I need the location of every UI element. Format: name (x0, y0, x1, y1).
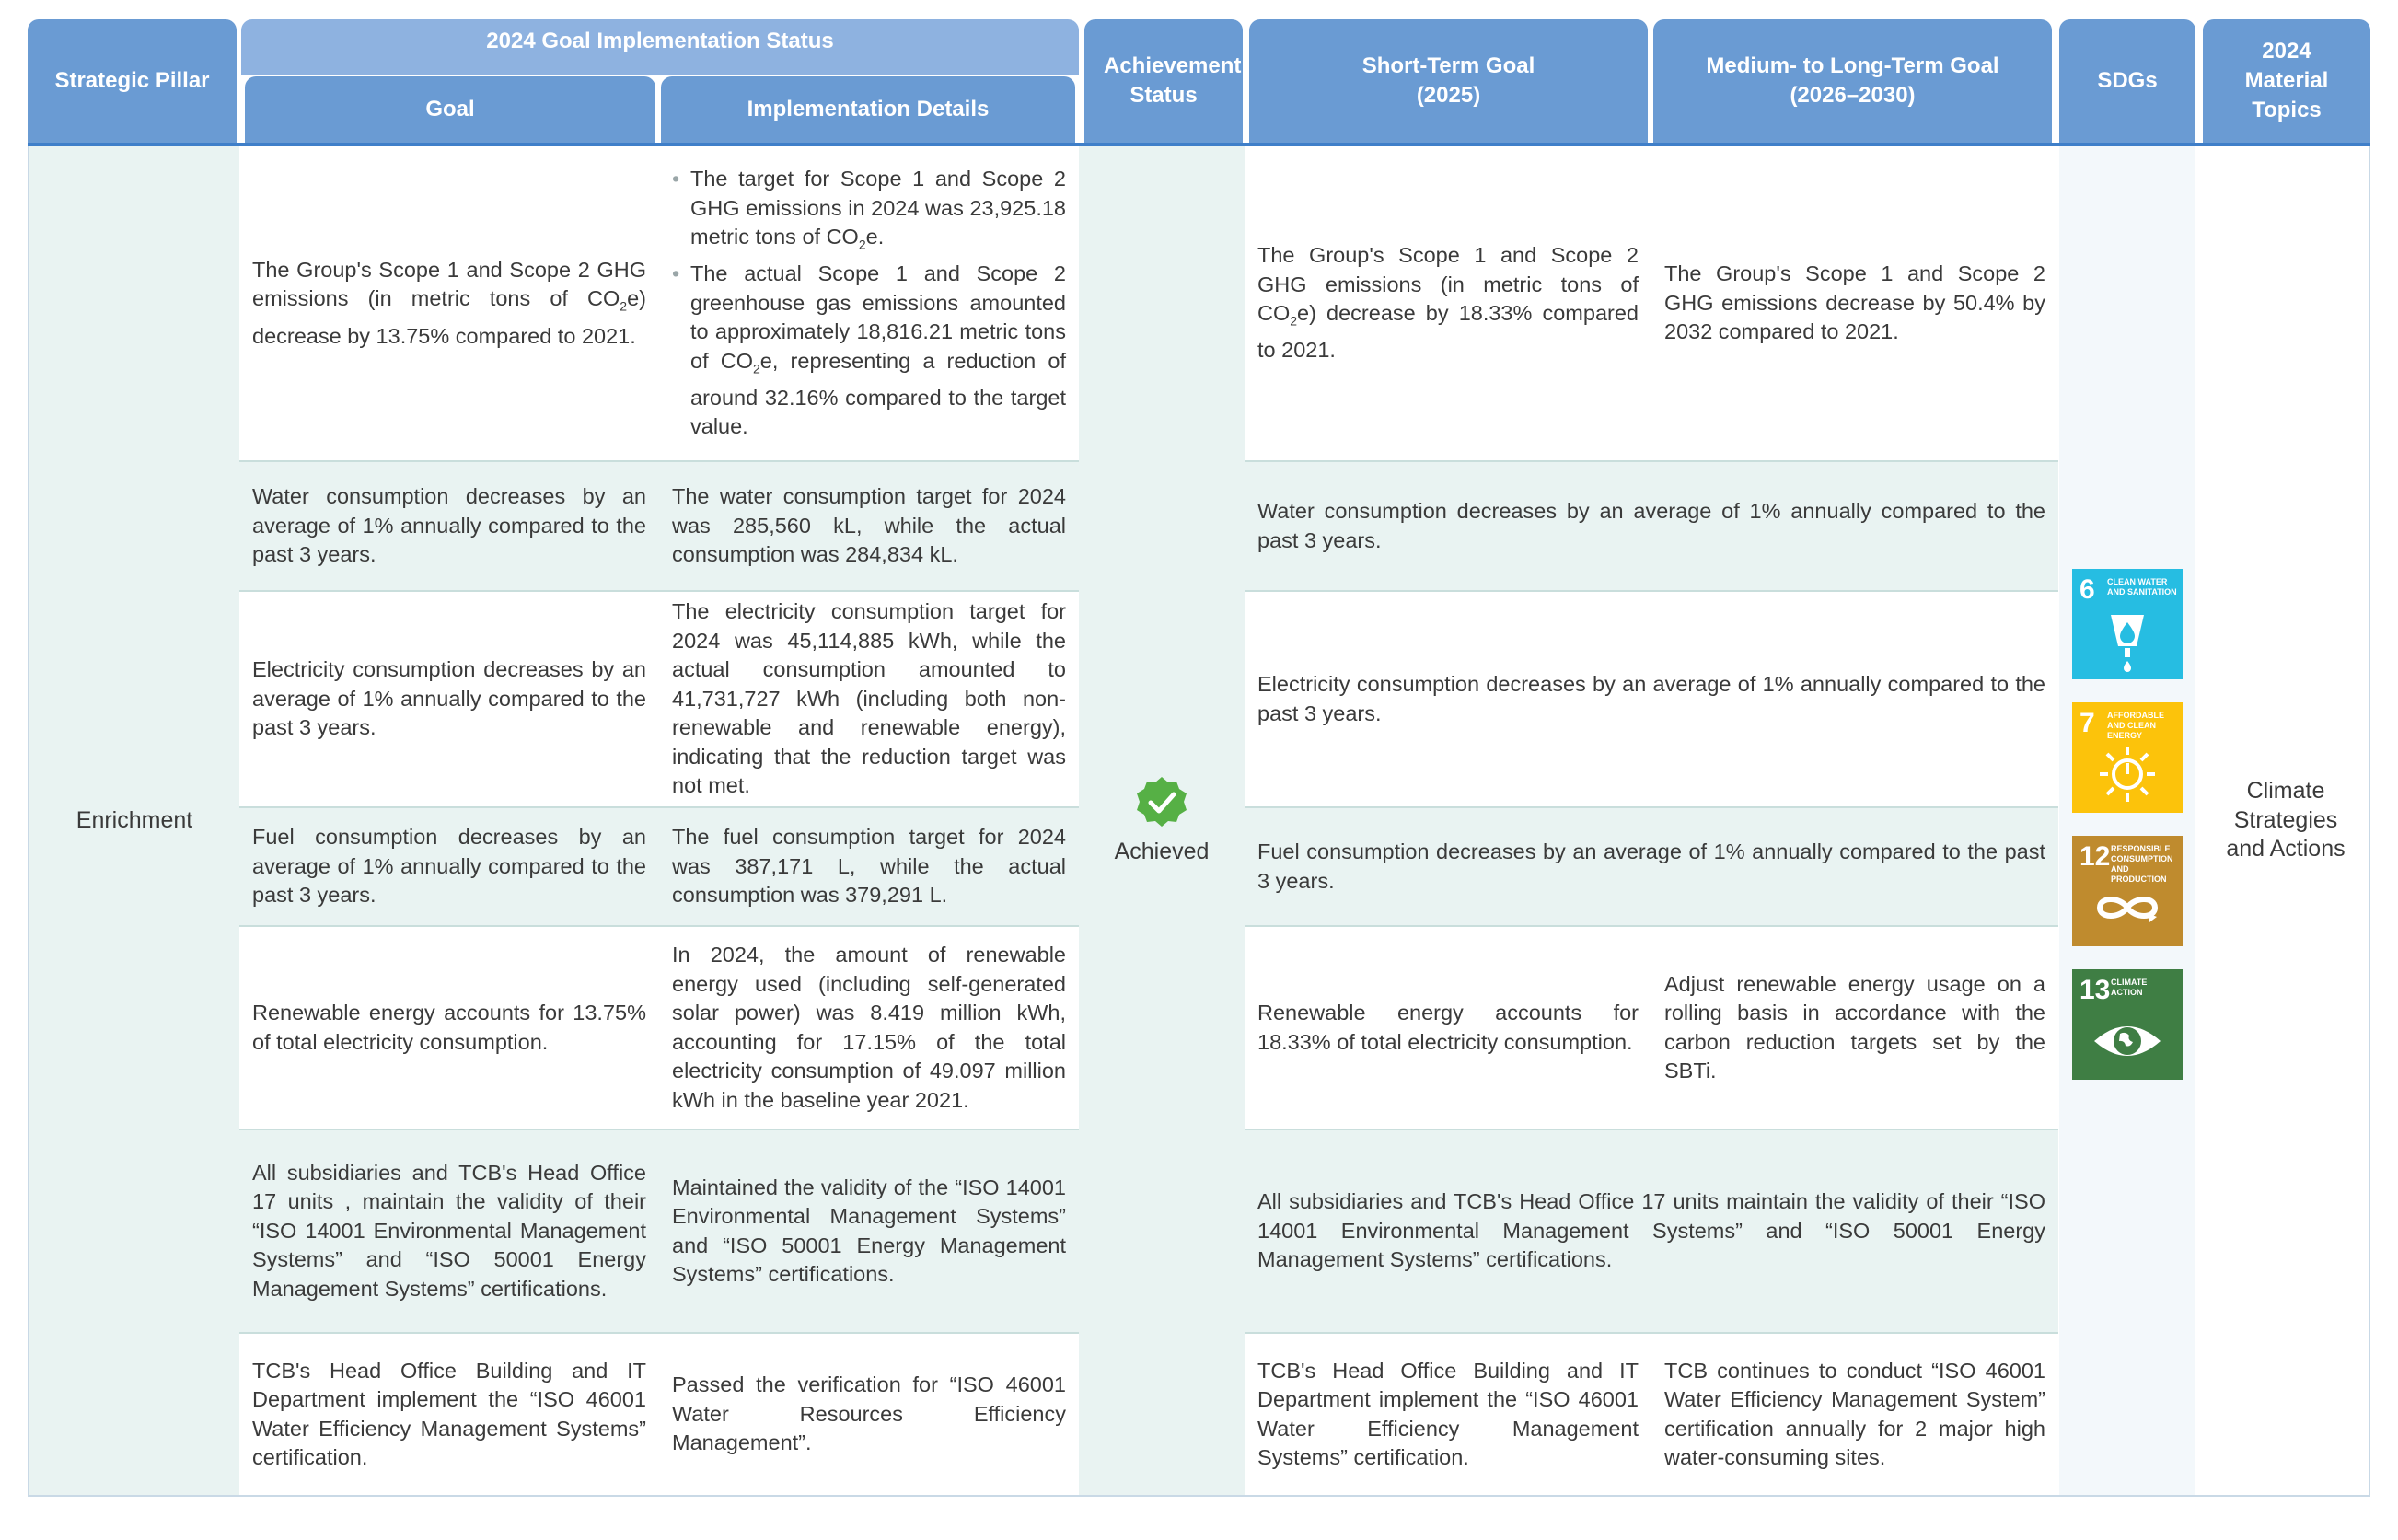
sdg-7-number: 7 (2079, 708, 2095, 738)
row7-medium-text: TCB continues to conduct “ISO 46001 Water Efficiency Management System” certification annually for 2 major high water-consuming sites. (1664, 1358, 2045, 1469)
header-achievement-label: Achievement Status (1104, 53, 1242, 108)
row2-goal-text: Water consumption decreases by an average of 1% annually compared to the past 3 years. (252, 484, 646, 567)
pillar-cell (29, 146, 239, 1495)
sdg-12-label: RESPONSIBLE CONSUMPTION AND PRODUCTION (2111, 844, 2173, 884)
sdg-7-tile (2072, 702, 2183, 813)
row1-short-part2: e) decrease by 18.33% compared to 2021. (1257, 301, 1639, 363)
row5-details-text: In 2024, the amount of renewable energy used (including self-generated solar power) was 8.419 million kWh, accounting for 17.15% of the total electricity consumption of 49.097 million kWh in the baseline year 2021. (672, 943, 1066, 1112)
sdg-6-label: CLEAN WATER AND SANITATION (2107, 577, 2177, 596)
row1-medium-text: The Group's Scope 1 and Scope 2 GHG emissions decrease by 50.4% by 2032 compared to 2021. (1664, 261, 2045, 344)
row5-goal (239, 927, 659, 1129)
row1-bullet2-part2: e, representing a reduction of around 32.16% compared to the target value. (690, 348, 1066, 439)
row1-bullet1-part1: The target for Scope 1 and Scope 2 GHG emissions in 2024 was 23,925.18 metric tons of CO (690, 167, 1066, 249)
material-topic-text: Climate Strategies and Actions (2226, 778, 2346, 863)
row3-goal-text: Electricity consumption decreases by an average of 1% annually compared to the past 3 years. (252, 657, 646, 740)
header-2024-status-label: 2024 Goal Implementation Status (486, 29, 834, 53)
sdg-12-tile (2072, 836, 2183, 946)
sun-power-icon (2091, 743, 2164, 807)
header-medium-years: (2026–2030) (1790, 83, 1916, 108)
row1-goal (239, 146, 659, 460)
row5-short-term (1245, 927, 1651, 1129)
header-material-topics (2203, 19, 2370, 143)
row5-details (659, 927, 1079, 1129)
goals-table (28, 19, 2370, 1497)
co2-subscript: 2 (1290, 313, 1298, 329)
sdg-7-label: AFFORDABLE AND CLEAN ENERGY (2107, 711, 2164, 740)
row4-details (659, 808, 1079, 925)
material-topic-cell (2203, 146, 2369, 1495)
row5-medium-term (1651, 927, 2058, 1129)
row7-goal (239, 1334, 659, 1495)
header-implementation-details (661, 76, 1075, 143)
header-strategic-pillar-label: Strategic Pillar (54, 68, 210, 93)
header-material-label: 2024 Material Topics (2244, 39, 2329, 122)
header-medium-label: Medium- to Long-Term Goal (1706, 53, 1999, 78)
row7-details-text: Passed the verification for “ISO 46001 Water Resources Efficiency Management”. (672, 1372, 1066, 1455)
header-short-term-goal (1249, 19, 1648, 143)
row4-details-text: The fuel consumption target for 2024 was 387,171 L, while the actual consumption was 379,291 L. (672, 825, 1066, 908)
row1-short-part1: The Group's Scope 1 and Scope 2 GHG emissions (in metric tons of CO (1257, 243, 1639, 326)
achievement-cell (1079, 146, 1245, 1495)
row6-goal-text: All subsidiaries and TCB's Head Office 17 units , maintain the validity of their “ISO 14001 Environmental Management Systems” and “ISO 50001 Energy Management Systems” certifications. (252, 1160, 646, 1301)
row2-future-text: Water consumption decreases by an average of 1% annually compared to the past 3 years. (1257, 499, 2045, 552)
row6-goal (239, 1130, 659, 1332)
sdg-column (2059, 146, 2195, 1495)
row7-short-term (1245, 1334, 1651, 1495)
header-sdgs-label: SDGs (2097, 68, 2158, 93)
row6-details (659, 1130, 1079, 1332)
row6-future-text: All subsidiaries and TCB's Head Office 17 units maintain the validity of their “ISO 14001 Environmental Management Systems” and “ISO 50001 Energy Management Systems” certifications. (1257, 1189, 2045, 1272)
header-achievement-status (1084, 19, 1243, 143)
row7-medium-term (1651, 1334, 2058, 1495)
header-short-term-year: (2025) (1416, 83, 1481, 108)
row2-future-goal (1245, 462, 2058, 590)
sdg-13-tile (2072, 969, 2183, 1080)
row3-details (659, 592, 1079, 806)
check-badge-icon (1135, 775, 1188, 828)
row3-details-text: The electricity consumption target for 2024 was 45,114,885 kWh, while the actual consumption amounted to 41,731,727 kWh (including both non-renewable and renewable energy), indicating that the reduction target was not met. (672, 599, 1066, 798)
header-2024-status-group (241, 19, 1079, 75)
row2-details-text: The water consumption target for 2024 was 285,560 kL, while the actual consumption was 284,834 kL. (672, 484, 1066, 567)
co2-subscript: 2 (620, 299, 628, 315)
row2-goal (239, 462, 659, 590)
infinity-loop-icon (2091, 876, 2164, 941)
row4-goal (239, 808, 659, 925)
row5-medium-text: Adjust renewable energy usage on a rolling basis in accordance with the carbon reduction targets set by the SBTi. (1664, 971, 2045, 1083)
row1-details-list (672, 165, 1066, 442)
row3-future-text: Electricity consumption decreases by an average of 1% annually compared to the past 3 years. (1257, 672, 2045, 725)
list-item (672, 260, 1066, 442)
row2-details (659, 462, 1079, 590)
row1-bullet1-part2: e. (865, 225, 885, 249)
row7-short-text: TCB's Head Office Building and IT Department implement the “ISO 46001 Water Efficiency Management Systems” certification. (1257, 1358, 1639, 1469)
header-strategic-pillar (28, 19, 237, 143)
row5-short-text: Renewable energy accounts for 18.33% of total electricity consumption. (1257, 1001, 1639, 1054)
row7-goal-text: TCB's Head Office Building and IT Department implement the “ISO 46001 Water Efficiency Management Systems” certification. (252, 1358, 646, 1469)
water-drop-icon (2091, 609, 2164, 674)
sdg-12-number: 12 (2079, 841, 2111, 872)
row5-goal-text: Renewable energy accounts for 13.75% of total electricity consumption. (252, 1001, 646, 1054)
header-goal (245, 76, 655, 143)
row1-bullet2-part1: The actual Scope 1 and Scope 2 greenhouse gas emissions amounted to approximately 18,816.21 metric tons of CO (690, 261, 1066, 373)
list-item (672, 165, 1066, 260)
header-details-label: Implementation Details (747, 97, 990, 122)
co2-subscript: 2 (753, 361, 760, 376)
eye-globe-icon (2091, 1010, 2164, 1074)
header-goal-label: Goal (425, 97, 475, 122)
achievement-text: Achieved (1114, 838, 1210, 864)
sdg-13-number: 13 (2079, 975, 2111, 1005)
row1-goal-part1: The Group's Scope 1 and Scope 2 GHG emissions (in metric tons of CO (252, 257, 646, 311)
row4-future-goal (1245, 808, 2058, 925)
row3-goal (239, 592, 659, 806)
row3-future-goal (1245, 592, 2058, 806)
row6-details-text: Maintained the validity of the “ISO 14001 Environmental Management Systems” and “ISO 50001 Energy Management Systems” certifications. (672, 1175, 1066, 1286)
co2-subscript: 2 (858, 237, 866, 252)
pillar-text: Enrichment (75, 806, 193, 833)
row1-medium-term (1651, 146, 2058, 460)
row4-future-text: Fuel consumption decreases by an average of 1% annually compared to the past 3 years. (1257, 839, 2045, 893)
row1-goal-part2: e) decrease by 13.75% compared to 2021. (252, 286, 646, 348)
header-short-term-label: Short-Term Goal (1361, 53, 1535, 78)
sdg-13-label: CLIMATE ACTION (2111, 978, 2148, 997)
row7-details (659, 1334, 1079, 1495)
row6-future-goal (1245, 1130, 2058, 1332)
sdg-6-tile (2072, 569, 2183, 679)
header-medium-long-term-goal (1653, 19, 2052, 143)
row4-goal-text: Fuel consumption decreases by an average of 1% annually compared to the past 3 years. (252, 825, 646, 908)
header-sdgs (2059, 19, 2195, 143)
row1-short-term (1245, 146, 1651, 460)
sdg-6-number: 6 (2079, 574, 2095, 605)
row1-details (659, 146, 1079, 460)
